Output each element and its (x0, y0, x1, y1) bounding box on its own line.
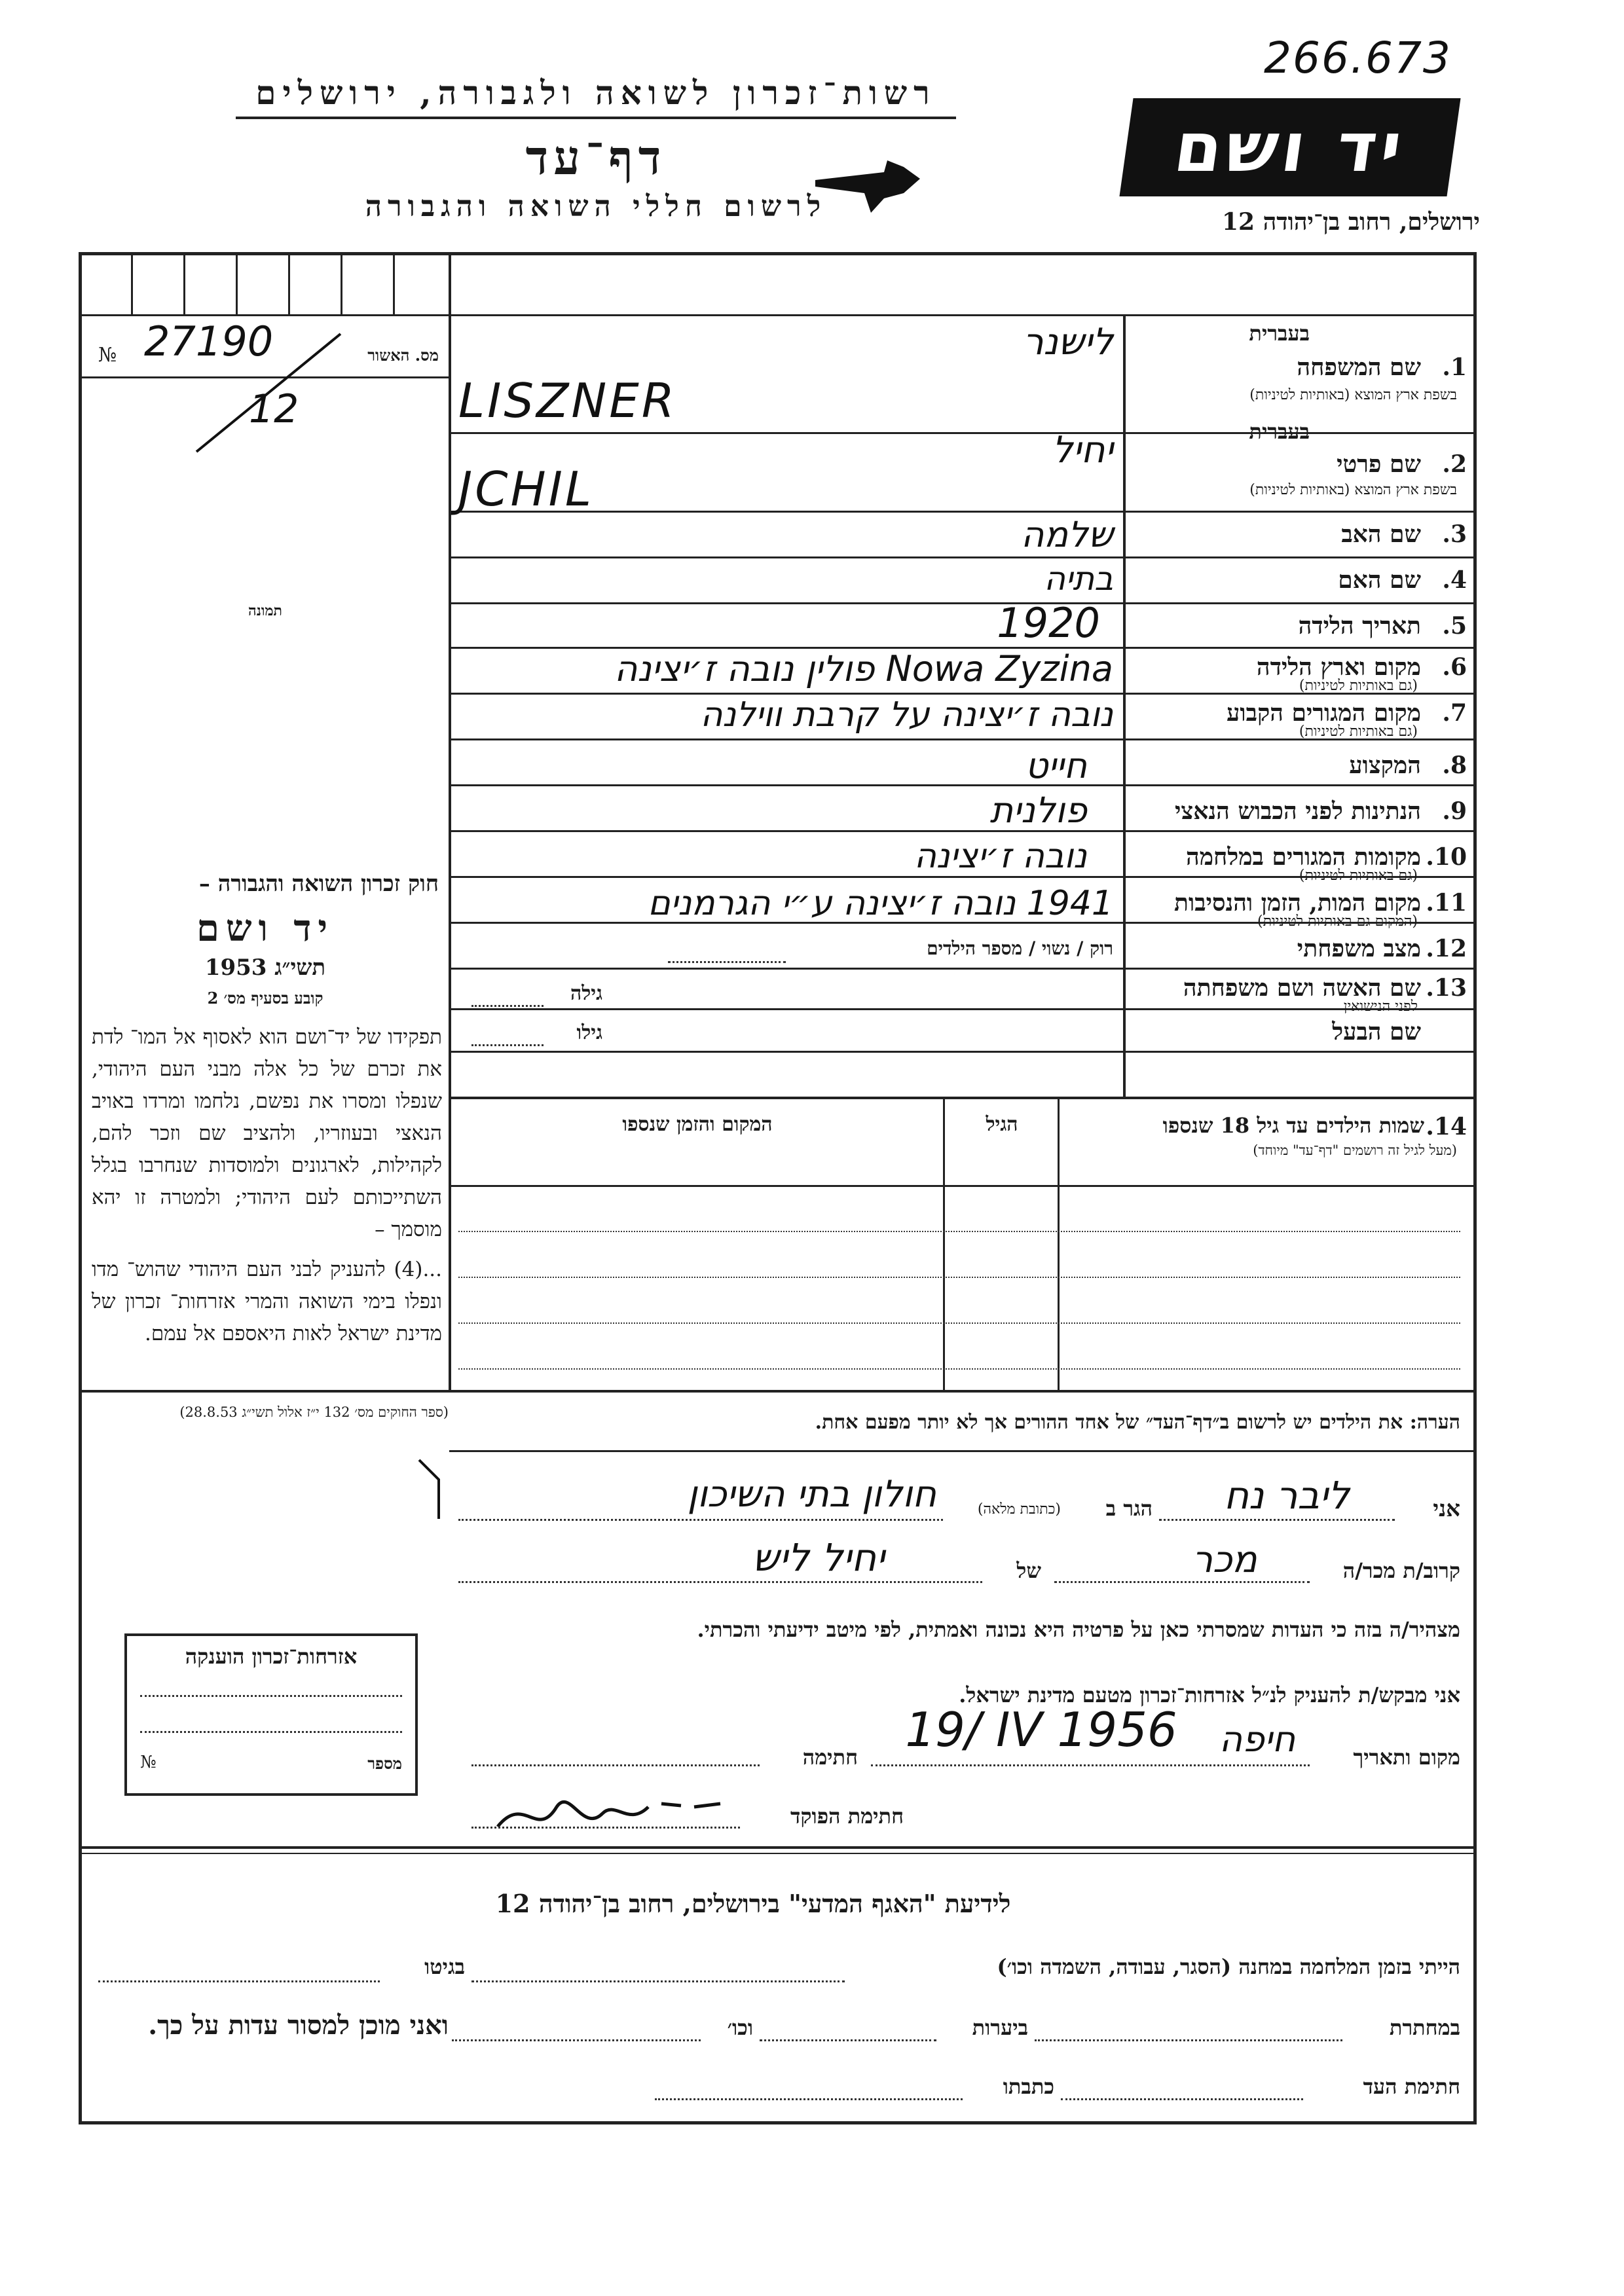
decl-officer-dots (471, 1827, 740, 1829)
field-3-value: שלמה (1021, 514, 1113, 555)
certificate-number: 27190 (144, 318, 274, 365)
field-2-label: שם פרטי (1337, 450, 1421, 478)
field-13-label: שם האשה ושם משפחתה (1183, 974, 1421, 1002)
field-1-sub: בשפת ארץ המוצא (באותיות לטיניות) (1249, 387, 1457, 403)
footer-line2-dots-b (760, 2039, 936, 2041)
field-4-value: בתיה (1044, 560, 1113, 598)
decl-relation-label: קרוב/ת מכר/ה (1342, 1558, 1460, 1583)
certificate-label: מס. האשור (367, 346, 439, 365)
field-8-value: חייט (1025, 745, 1087, 786)
row-line (449, 968, 1477, 970)
officer-signature (485, 1768, 733, 1846)
decl-date-dots (871, 1764, 1310, 1766)
field-7-sub: (גם באותיות לטיניות) (1299, 723, 1418, 740)
field-13-number: 13. (1426, 974, 1467, 1002)
hatch (183, 254, 185, 314)
field-10-value: נובה ז׳יצינה (913, 837, 1087, 876)
hatch (288, 254, 290, 314)
field-11-number: 11. (1426, 889, 1467, 917)
field-9-label: הנתינות לפני הכבוש הנאצי (1174, 797, 1421, 825)
footer-line2-dots-a (1035, 2039, 1342, 2041)
decl-request: אני מבקש/ת להעניק לנ״ל אזרחות־זכרון מטעם מדינת ישראל. (959, 1683, 1460, 1707)
children-row-dotted (458, 1322, 1460, 1324)
footer-line3-a: חתימת העד (1363, 2074, 1460, 2099)
field-7-label: מקום המגורים הקבוע (1227, 699, 1421, 727)
decl-of-dots (458, 1581, 982, 1583)
field-9-value: פולנית (989, 790, 1087, 831)
field-8-number: 8. (1442, 752, 1467, 779)
field-9-number: 9. (1442, 797, 1467, 825)
yad-vashem-logo (1119, 98, 1460, 196)
decl-signature-label: חתימה (802, 1745, 858, 1770)
certificate-mark: 12 (249, 386, 299, 432)
field-1-label: שם המשפחה (1297, 354, 1421, 381)
footer-line2-c: וכו׳ (727, 2015, 753, 2040)
field-6-label: מקום וארץ הלידה (1256, 653, 1421, 681)
law-source: (ספר החוקים מס׳ 132 י״ז אלול תשי״ג 28.8.53) (179, 1404, 449, 1420)
children-sub: (מעל לגיל זה רושמים "דף־עד" מיוחד) (1253, 1142, 1457, 1158)
field-2-value-latin: JCHIL (458, 462, 594, 517)
husband-extra: גילו (576, 1021, 602, 1044)
children-col-age: הגיל (986, 1113, 1018, 1136)
footer-line3-b: כתבתו (1003, 2074, 1054, 2099)
children-row-dotted (458, 1277, 1460, 1278)
children-row-dotted (458, 1231, 1460, 1232)
field-14-number: 14. (1426, 1113, 1467, 1140)
hatch (393, 254, 395, 314)
citizenship-number-label: מספר (367, 1754, 402, 1773)
children-title: שמות הילדים עד גיל 18 שנספו (1162, 1113, 1424, 1138)
field-12-options: רוק / נשוי / מספר הילדים (927, 938, 1113, 959)
field-13-extra: גילה (570, 982, 602, 1005)
children-bottom (79, 1390, 1477, 1393)
footer-line2-d: ואני מוכן למסור עדות על כך. (148, 2010, 449, 2041)
footer-line3-dots-b (655, 2098, 963, 2100)
field-10-number: 10. (1426, 843, 1467, 871)
row-line (449, 1097, 1477, 1099)
field-5-number: 5. (1442, 612, 1467, 640)
footer-line2-b: ביערות (972, 2015, 1028, 2040)
field-2-number: 2. (1442, 450, 1467, 478)
field-2-sub: בשפת ארץ המוצא (באותיות לטיניות) (1249, 482, 1457, 498)
photo-label: תמונה (248, 602, 282, 619)
logo-text: יד ושם (1169, 107, 1411, 187)
decl-relation-value: מכר (1192, 1539, 1257, 1581)
footer-line1-dots-b (98, 1980, 380, 1982)
handwritten-bracket (413, 1453, 452, 1532)
decl-officer-label: חתימת הפוקד (790, 1804, 904, 1829)
field-6-value: Nowa Zyzina פולין נובה ז׳יצינה (614, 648, 1113, 689)
field-2-value-hebrew: יחיל (1052, 429, 1113, 471)
footer-line1-dots-a (471, 1980, 845, 1982)
decl-address: חולון בתי השיכון (687, 1473, 936, 1516)
handwritten-slash (183, 327, 354, 458)
hatch (236, 254, 238, 314)
field-1-value-hebrew: לישנר (1022, 321, 1113, 363)
row-line (449, 511, 1477, 513)
field-6-number: 6. (1442, 653, 1467, 681)
decl-lives-label: הגר ב (1105, 1496, 1153, 1521)
law-text-2: ...(4) להעניק לבני העם היהודי שהוש־ מדו ונפלו בימי השואה והמרי אזרחות־ זכרון של מדינת ישראל לאות היאספם אל עמם. (92, 1258, 442, 1345)
footer-rule (79, 1846, 1477, 1849)
law-name: יד ושם (196, 907, 335, 950)
institution-name: רשות־זכרון לשואה ולגבורה, ירושלים (255, 73, 936, 112)
footer-line1-b: בגיטו (424, 1954, 465, 1979)
children-row (449, 1185, 1477, 1187)
field-12-label: מצב משפחתי (1297, 935, 1421, 962)
field-6-sub: (גם באותיות לטיניות) (1299, 678, 1418, 694)
row-line (449, 1051, 1477, 1053)
footer-line3-dots-a (1061, 2098, 1303, 2100)
form-title: דף־עד (525, 130, 667, 185)
form-subtitle: לרשום חללי השואה והגבורה (365, 190, 827, 223)
field-11-value: 1941 נובה ז׳יצינה ע״י הגרמנים (648, 884, 1113, 923)
husband-dots (471, 1044, 544, 1046)
footer-title: לידיעת "האגף המדעי" בירושלים, רחוב בן־יהודה 12 (495, 1889, 1011, 1918)
field-12-dots (668, 961, 786, 963)
field-12-number: 12. (1426, 935, 1467, 962)
field-1-hebrew-tag: בעברית (1249, 321, 1310, 346)
field-4-label: שם האם (1338, 566, 1421, 594)
decl-name: ליבר נח (1224, 1473, 1350, 1518)
field-10-label: מקומות המגורים במלחמה (1186, 843, 1421, 871)
footer-line2-dots-c (452, 2039, 701, 2041)
field-3-number: 3. (1442, 520, 1467, 548)
decl-of-value: יחיל ליש (752, 1535, 885, 1580)
decl-statement: מצהיר/ה בזה כי העדות שמסרתי כאן על פרטיה היא נכונה ואמתית, לפי מיטב ידיעתי והכרתי. (697, 1617, 1460, 1642)
field-3-label: שם האב (1341, 520, 1421, 548)
decl-date: 19/ IV 1956 (905, 1702, 1177, 1757)
field-5-label: תאריך הלידה (1298, 612, 1421, 640)
footer-line2-a: במחתרת (1389, 2015, 1460, 2040)
law-year: תשי״ג 1953 (204, 955, 326, 981)
side-divider (449, 252, 451, 1391)
decl-relation-dots (1054, 1581, 1310, 1583)
field-1-number: 1. (1442, 354, 1467, 381)
header-rule (236, 117, 956, 119)
citizenship-title: אזרחות־זכרון הוענקה (185, 1644, 358, 1669)
footer-rule-2 (79, 1853, 1477, 1854)
certificate-no-sign: № (98, 344, 117, 367)
law-clause: קובע בסעיף מס׳ 2 (207, 989, 323, 1008)
decl-place: חיפה (1219, 1719, 1296, 1760)
field-11-label: מקום המות, הזמן והנסיבות (1174, 889, 1421, 917)
field-8-label: המקצוע (1349, 752, 1421, 779)
field-5-value: 1920 (997, 599, 1100, 647)
field-7-value: נובה ז׳יצינה על קרבת ווילנה (700, 695, 1113, 735)
row-line (449, 556, 1477, 558)
col-divider (943, 1099, 945, 1390)
field-10-sub: (גם באותיות לטיניות) (1299, 867, 1418, 884)
citizenship-box (124, 1633, 418, 1796)
decl-address-hint: (כתובת מלאה) (977, 1501, 1061, 1518)
hatch (341, 254, 342, 314)
children-col-place: המקום והזמן שנספו (622, 1113, 773, 1136)
field-1-value-latin: LISZNER (458, 373, 677, 428)
field-4-number: 4. (1442, 566, 1467, 594)
field-13-sub: לפני הנישואין (1343, 998, 1418, 1015)
field-2-hebrew-tag: בעברית (1249, 419, 1310, 444)
law-title: חוק זכרון השואה והגבורה – (198, 871, 439, 897)
children-row-dotted (458, 1368, 1460, 1370)
decl-name-dots (1159, 1519, 1395, 1521)
top-row-line (79, 314, 1477, 316)
decl-address-dots (458, 1519, 943, 1521)
address-line: ירושלים, רחוב בן־יהודה 12 (1221, 208, 1480, 236)
hatch (131, 254, 133, 314)
children-note: הערה: את הילדים יש לרשום ב״דף־העד״ של אחד ההורים אך לא יותר מפעם אחת. (815, 1411, 1460, 1434)
archive-number: 266.673 (1264, 33, 1452, 83)
citizenship-no-sign: № (140, 1753, 157, 1772)
col-divider (1058, 1099, 1060, 1390)
decl-place-date-label: מקום ותאריך (1353, 1745, 1460, 1770)
field-11-sub: (המקום גם באותיות לטיניות) (1257, 913, 1418, 930)
decl-signature-dots (471, 1764, 760, 1766)
law-text-1: תפקידו של יד־ושם הוא לאסוף אל המו־ לדת את זכרם של כל אלה מבני העם היהודי, שנפלו ומסרו את נפשם, נלחמו ומרדו באויב הנאצי ובעוזריו, ולהציב שם וזכר להם, לקהילות, לארגונים ולמוסדות שנחרבו בגלל השתייכותם לעם היהודי; ולמטרה זו יהא מוסמך – (92, 1025, 442, 1241)
footer-line1-a: הייתי בזמן המלחמה במחנה (הסגר, עבודה, השמדה וכו׳) (997, 1954, 1460, 1979)
husband-label: שם הבעל (1332, 1018, 1421, 1046)
field-13-dots (471, 1005, 544, 1007)
note-line (449, 1450, 1477, 1452)
decl-i-label: אני (1433, 1496, 1460, 1522)
decl-of-label: של (1016, 1558, 1041, 1583)
field-7-number: 7. (1442, 699, 1467, 727)
